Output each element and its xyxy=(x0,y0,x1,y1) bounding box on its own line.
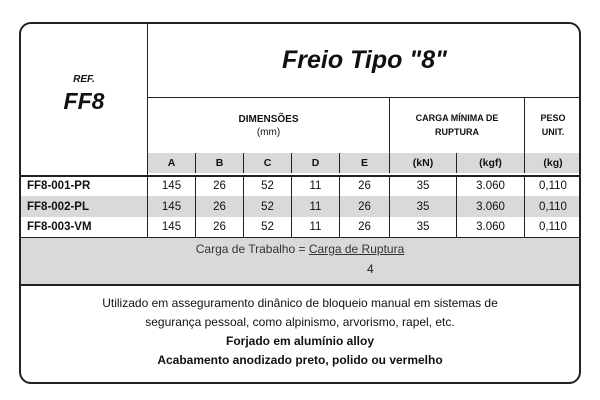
row-2-b: 26 xyxy=(196,196,244,217)
header-peso-line1: PESO xyxy=(540,113,566,123)
row-2-a: 145 xyxy=(148,196,196,217)
description-line-2: segurança pessoal, como alpinismo, arvorismo, rapel, etc. xyxy=(145,315,455,329)
product-description xyxy=(33,294,567,370)
subheader-kg: (kg) xyxy=(543,157,563,169)
table-rule xyxy=(21,284,581,286)
subheader-a: A xyxy=(148,153,196,173)
row-3-e: 26 xyxy=(340,217,390,237)
header-peso xyxy=(525,98,581,153)
header-dimensoes-unit: (mm) xyxy=(256,126,281,138)
header-peso-line2: UNIT. xyxy=(541,126,565,137)
ref-label: REF. xyxy=(73,74,95,85)
row-1-d: 11 xyxy=(292,176,340,196)
header-dimensoes-label: DIMENSÕES xyxy=(238,113,299,125)
row-1-b: 26 xyxy=(196,176,244,196)
description-material: Forjado em alumínio alloy xyxy=(225,334,375,348)
row-1-kgf: 3.060 xyxy=(457,176,525,196)
subheader-c: C xyxy=(244,153,292,173)
row-3-d: 11 xyxy=(292,217,340,237)
product-title: Freio Tipo "8" xyxy=(148,24,581,98)
row-2-kn: 35 xyxy=(390,196,457,217)
row-2-d: 11 xyxy=(292,196,340,217)
row-3-a: 145 xyxy=(148,217,196,237)
row-2-code: FF8-002-PL xyxy=(21,196,148,217)
row-3-kgf: 3.060 xyxy=(457,217,525,237)
row-2-kgf: 3.060 xyxy=(457,196,525,217)
formula-numerator-label: Carga de Trabalho xyxy=(195,242,296,256)
formula-equals: = xyxy=(298,242,306,256)
subheader-kn: (kN) xyxy=(390,153,457,173)
product-spec-card xyxy=(19,22,581,384)
subheader-e: E xyxy=(340,153,390,173)
row-3-code: FF8-003-VM xyxy=(21,217,148,237)
row-3-c: 52 xyxy=(244,217,292,237)
table-rule xyxy=(21,175,581,177)
subheader-d: D xyxy=(292,153,340,173)
subheader-kgf: (kgf) xyxy=(457,153,525,173)
row-1-code: FF8-001-PR xyxy=(21,176,148,196)
header-carga xyxy=(390,98,525,153)
header-carga-line2: RUPTURA xyxy=(434,126,479,137)
header-dimensoes xyxy=(148,98,390,153)
row-1-e: 26 xyxy=(340,176,390,196)
row-3-kg: 0,110 xyxy=(539,221,567,233)
ref-code: FF8 xyxy=(63,88,105,114)
formula-denominator: 4 xyxy=(367,262,374,276)
row-2-kg: 0,110 xyxy=(539,200,567,213)
description-finish: Acabamento anodizado preto, polido ou vermelho xyxy=(157,353,443,367)
row-1-kg: 0,110 xyxy=(539,180,567,192)
row-3-b: 26 xyxy=(196,217,244,237)
subheader-b: B xyxy=(196,153,244,173)
description-line-1: Utilizado em asseguramento dinânico de bloqueio manual em sistemas de xyxy=(102,296,498,310)
row-3-kn: 35 xyxy=(390,217,457,237)
row-1-a: 145 xyxy=(148,176,196,196)
header-carga-line1: CARGA MÍNIMA DE xyxy=(415,113,499,123)
work-load-formula xyxy=(21,242,579,256)
row-2-e: 26 xyxy=(340,196,390,217)
formula-fraction-label: Carga de Ruptura xyxy=(308,242,405,256)
row-1-kn: 35 xyxy=(390,176,457,196)
row-1-c: 52 xyxy=(244,176,292,196)
ref-cell xyxy=(21,24,148,176)
row-2-c: 52 xyxy=(244,196,292,217)
